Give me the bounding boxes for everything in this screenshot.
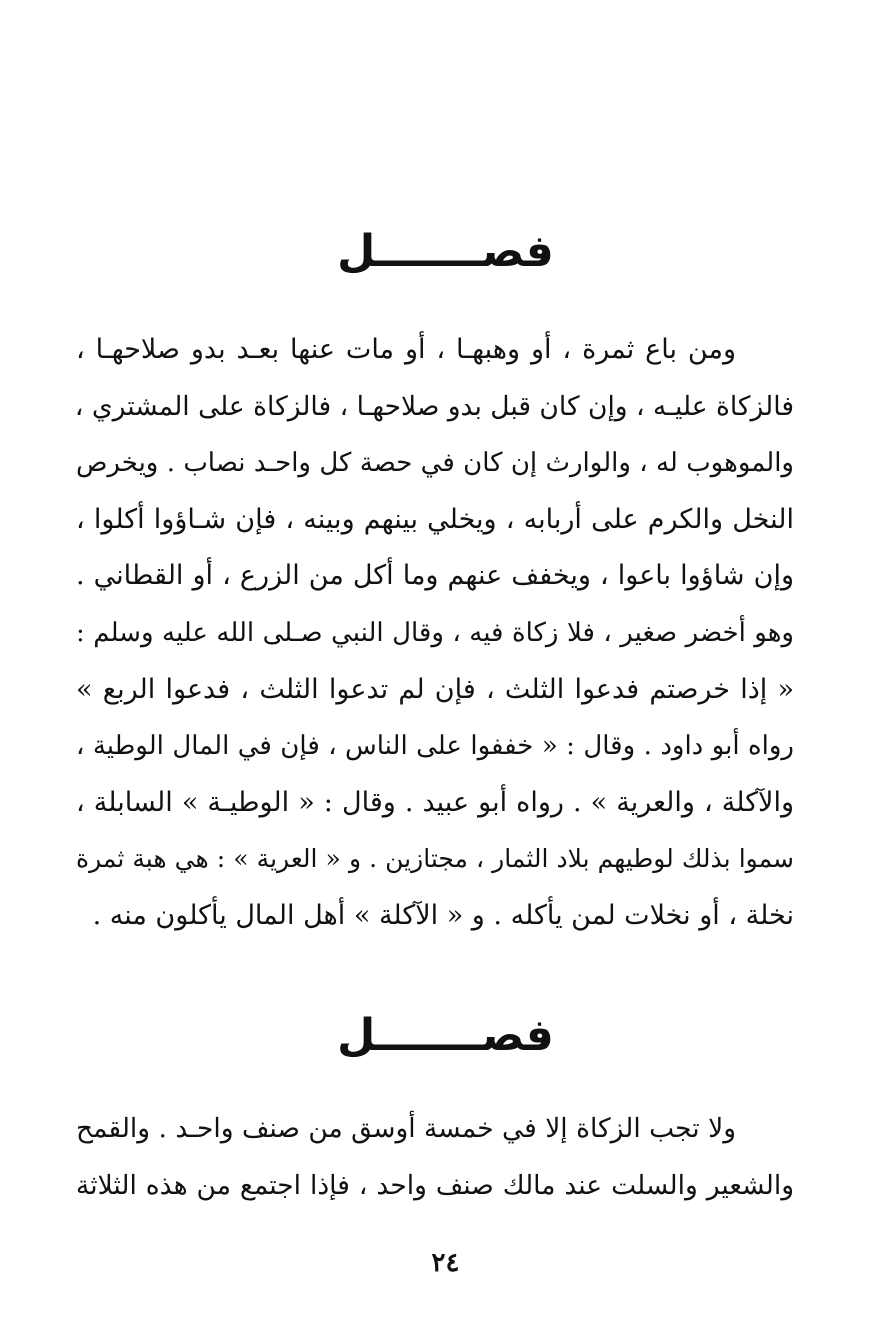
section-body [76,322,794,945]
text-line: ولا تجب الزكاة إلا في خمسة أوسق من صنف واحـد . والقمح [76,1113,736,1144]
text-line: وإن شاؤوا باعوا ، ويخفف عنهم وما أكل من الزرع ، أو القطاني . [76,560,794,592]
text-line: والشعير والسلت عند مالك صنف واحد ، فإذا اجتمع من هذه الثلاثة [76,1169,794,1201]
text-line: نخلة ، أو نخلات لمن يأكله . و « الآكلة » أهل المال يأكلون منه . [92,899,794,931]
text-line: والآكلة ، والعرية » . رواه أبو عبيد . وقال : « الوطيـة » السابلة ، [76,786,794,818]
text-line: فالزكاة عليـه ، وإن كان قبل بدو صلاحهـا ، فالزكاة على المشتري ، [74,390,794,422]
text-line: ومن باع ثمرة ، أو وهبهـا ، أو مات عنها بعـد بدو صلاحهـا ، [76,334,736,365]
text-line: والموهوب له ، والوارث إن كان في حصة كل واحـد نصاب . ويخرص [76,448,794,479]
section-heading: فصـــــــل [337,226,554,277]
section-heading: فصـــــــل [337,1010,554,1061]
text-line: « إذا خرصتم فدعوا الثلث ، فإن لم تدعوا الثلث ، فدعوا الربع » [76,673,794,705]
text-line: النخل والكرم على أربابه ، ويخلي بينهم وبينه ، فإن شـاؤوا أكلوا ، [76,503,794,535]
text-line: رواه أبو داود . وقال : « خففوا على الناس ، فإن في المال الوطية ، [76,731,794,762]
section-body [76,1101,794,1214]
page-number: ٢٤ [431,1248,460,1278]
text-line: سموا بذلك لوطيهم بلاد الثمار ، مجتازين . و « العرية » : هي هبة ثمرة [76,844,794,874]
text-line: وهو أخضر صغير ، فلا زكاة فيه ، وقال النبي صـلى الله عليه وسلم : [76,617,794,648]
